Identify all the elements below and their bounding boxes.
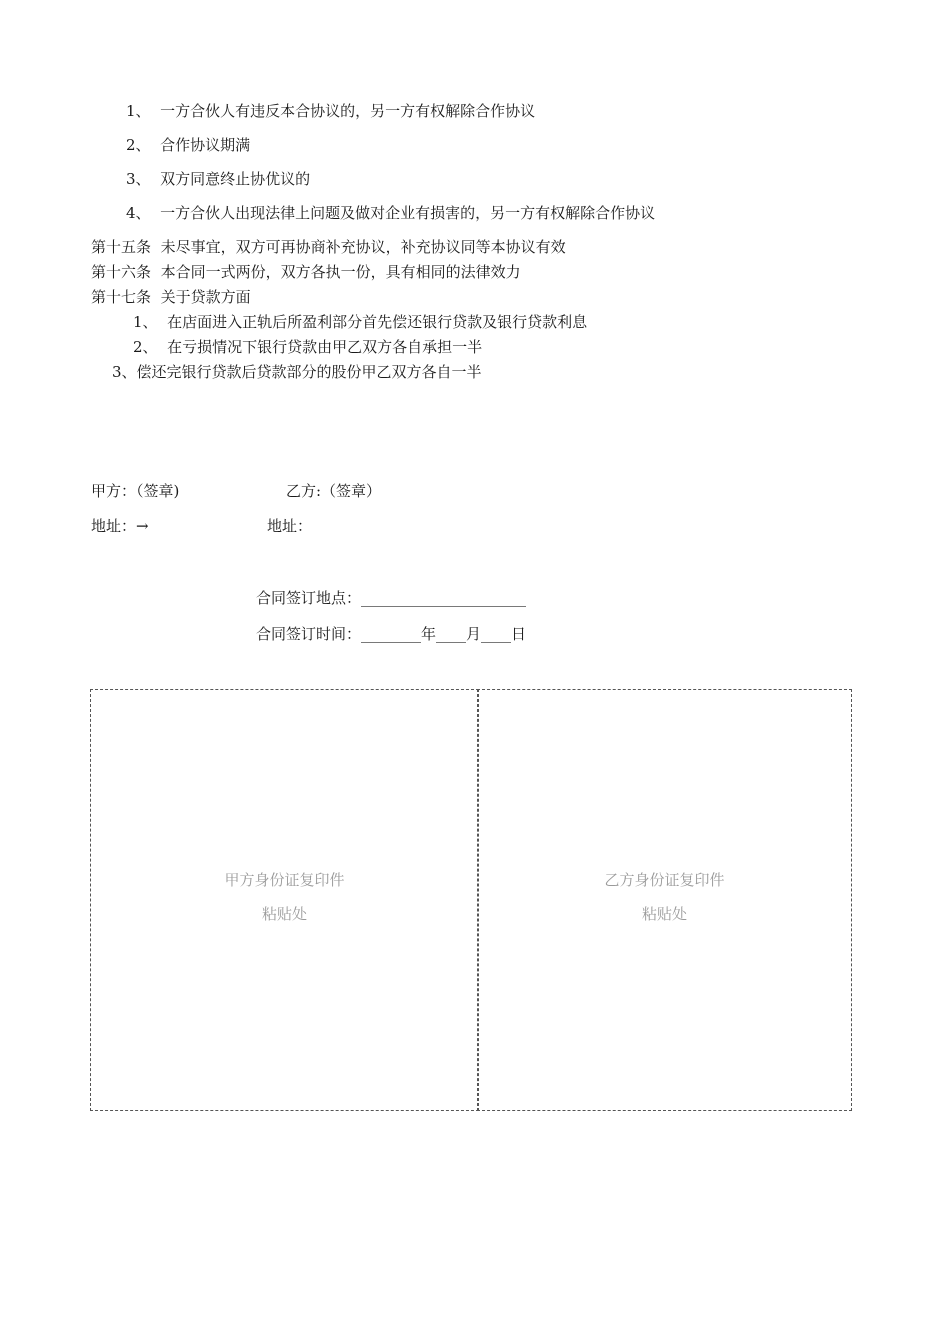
party-a-id-label: 甲方身份证复印件 xyxy=(224,871,345,889)
party-a-signature: 甲方：（签章) xyxy=(91,482,180,500)
item-number: 2、 xyxy=(126,136,151,154)
party-b-id-paste-box xyxy=(477,689,852,1111)
item-text: 合作协议期满 xyxy=(160,136,251,154)
party-a-id-paste-box xyxy=(90,689,479,1111)
item-number: 2、 xyxy=(133,338,158,356)
article-title: 第十五条 xyxy=(91,238,152,256)
termination-item xyxy=(126,203,655,223)
party-a-address: 地址：→ xyxy=(91,517,149,535)
signing-place-label: 合同签订地点： xyxy=(256,589,362,607)
item-text: 一方合伙人有违反本合协议的，另一方有权解除合作协议 xyxy=(160,102,536,120)
item-number: 3、 xyxy=(112,363,137,381)
item-number: 3、 xyxy=(126,170,151,188)
article-title: 第十六条 xyxy=(91,263,152,281)
party-b-id-label: 乙方身份证复印件 xyxy=(604,871,725,889)
year-label: 年 xyxy=(421,625,437,643)
article-text: 本合同一式两份，双方各执一份，具有相同的法律效力 xyxy=(160,263,521,281)
signing-place-blank: ______________________ xyxy=(361,589,527,607)
party-a-paste-label: 粘贴处 xyxy=(261,905,307,923)
item-text: 双方同意终止协优议的 xyxy=(160,170,311,188)
signing-time xyxy=(256,624,526,644)
termination-item xyxy=(126,135,250,155)
article-title: 第十七条 xyxy=(91,288,152,306)
day-label: 日 xyxy=(511,625,527,643)
loan-item xyxy=(112,362,482,382)
signing-place xyxy=(256,588,526,608)
article-text: 未尽事宜，双方可再协商补充协议，补充协议同等本协议有效 xyxy=(160,238,566,256)
termination-item xyxy=(126,169,310,189)
month-label: 月 xyxy=(466,625,482,643)
item-text: 在亏损情况下银行贷款由甲乙双方各自承担一半 xyxy=(167,338,483,356)
item-number: 4、 xyxy=(126,204,151,222)
item-number: 1、 xyxy=(126,102,151,120)
party-b-paste-label: 粘贴处 xyxy=(641,905,687,923)
party-b-signature: 乙方:（签章） xyxy=(286,482,382,500)
year-blank: ________ xyxy=(361,625,422,643)
article-text: 关于贷款方面 xyxy=(160,288,251,306)
month-blank: ____ xyxy=(436,625,467,643)
loan-item xyxy=(133,312,587,332)
article-17 xyxy=(91,287,251,307)
item-number: 1、 xyxy=(133,313,158,331)
termination-item xyxy=(126,101,535,121)
item-text: 偿还完银行贷款后贷款部分的股份甲乙双方各自一半 xyxy=(136,363,482,381)
party-b-address: 地址： xyxy=(267,517,313,535)
signing-time-label: 合同签订时间： xyxy=(256,625,362,643)
article-15 xyxy=(91,237,566,257)
article-16 xyxy=(91,262,521,282)
day-blank: ____ xyxy=(481,625,512,643)
loan-item xyxy=(133,337,482,357)
item-text: 一方合伙人出现法律上问题及做对企业有损害的，另一方有权解除合作协议 xyxy=(160,204,656,222)
item-text: 在店面进入正轨后所盈利部分首先偿还银行贷款及银行贷款利息 xyxy=(167,313,588,331)
